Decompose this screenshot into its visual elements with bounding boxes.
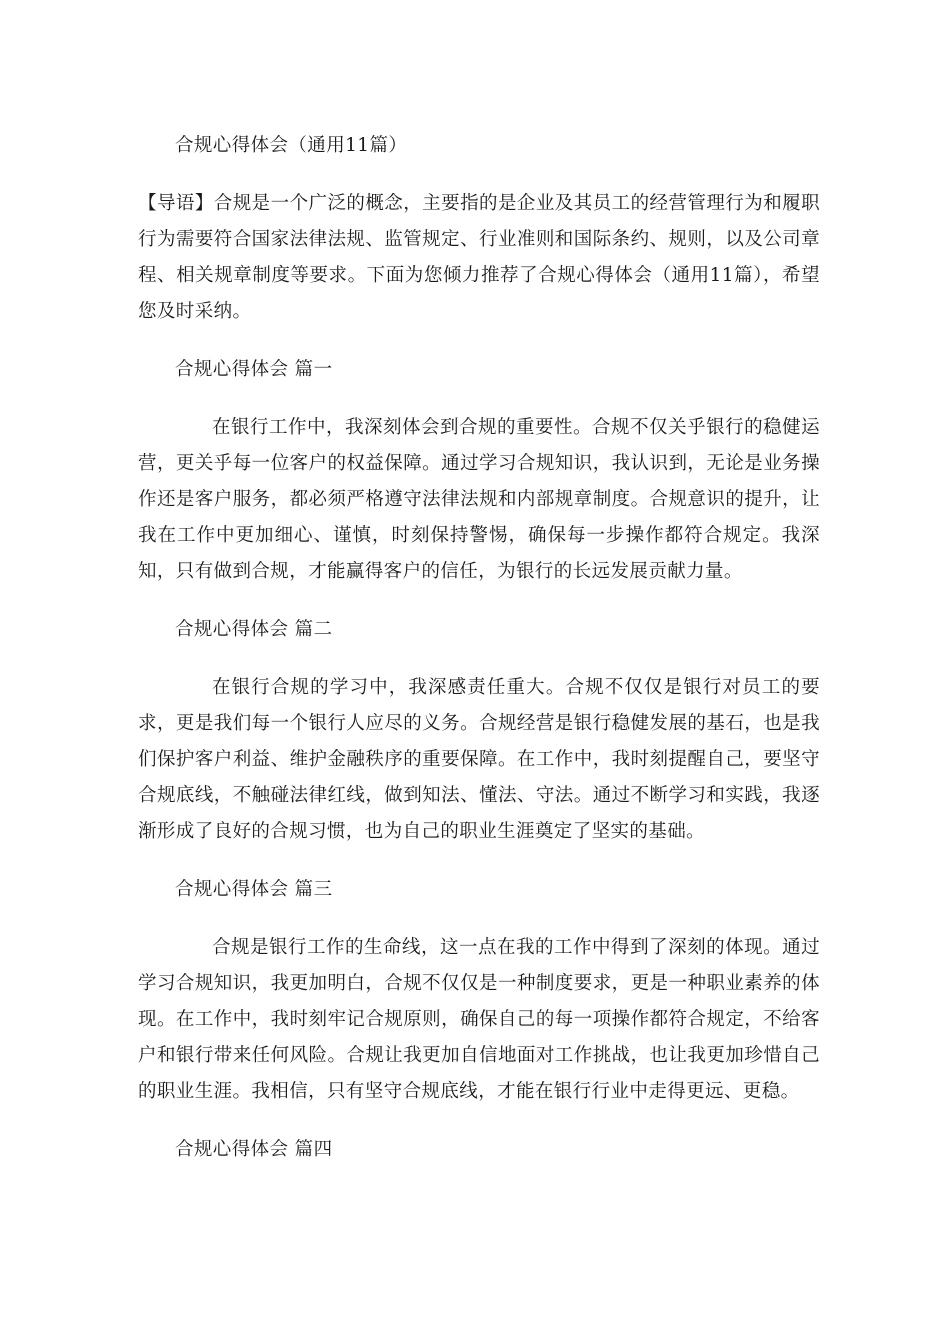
section-heading-1: 合规心得体会 篇一 [175, 359, 333, 380]
document-intro: 【导语】合规是一个广泛的概念，主要指的是企业及其员工的经营管理行为和履职行为需要符合国家法律法规、监管规定、行业准则和国际条约、规则，以及公司章程、相关规章制度等要求。下面为您倾力推荐了合规心得体会（通用11篇），希望您及时采纳。 [138, 193, 820, 322]
section-heading-3: 合规心得体会 篇三 [175, 879, 333, 900]
section-heading-2: 合规心得体会 篇二 [175, 619, 333, 640]
section-body-3: 合规是银行工作的生命线，这一点在我的工作中得到了深刻的体现。通过学习合规知识，我更加明白，合规不仅仅是一种制度要求，更是一种职业素养的体现。在工作中，我时刻牢记合规原则，确保自己的每一项操作都符合规定，不给客户和银行带来任何风险。合规让我更加自信地面对工作挑战，也让我更加珍惜自己的职业生涯。我相信，只有坚守合规底线，才能在银行行业中走得更远、更稳。 [138, 937, 820, 1102]
section-body-2: 在银行合规的学习中，我深感责任重大。合规不仅仅是银行对员工的要求，更是我们每一个银行人应尽的义务。合规经营是银行稳健发展的基石，也是我们保护客户利益、维护金融秩序的重要保障。在工作中，我时刻提醒自己，要坚守合规底线，不触碰法律红线，做到知法、懂法、守法。通过不断学习和实践，我逐渐形成了良好的合规习惯，也为自己的职业生涯奠定了坚实的基础。 [138, 677, 820, 842]
document-page [138, 128, 820, 1190]
section-heading-4: 合规心得体会 篇四 [175, 1139, 333, 1160]
section-body-1: 在银行工作中，我深刻体会到合规的重要性。合规不仅关乎银行的稳健运营，更关乎每一位客户的权益保障。通过学习合规知识，我认识到，无论是业务操作还是客户服务，都必须严格遵守法律法规和内部规章制度。合规意识的提升，让我在工作中更加细心、谨慎，时刻保持警惕，确保每一步操作都符合规定。我深知，只有做到合规，才能赢得客户的信任，为银行的长远发展贡献力量。 [138, 417, 820, 582]
document-title: 合规心得体会（通用11篇） [175, 135, 408, 156]
